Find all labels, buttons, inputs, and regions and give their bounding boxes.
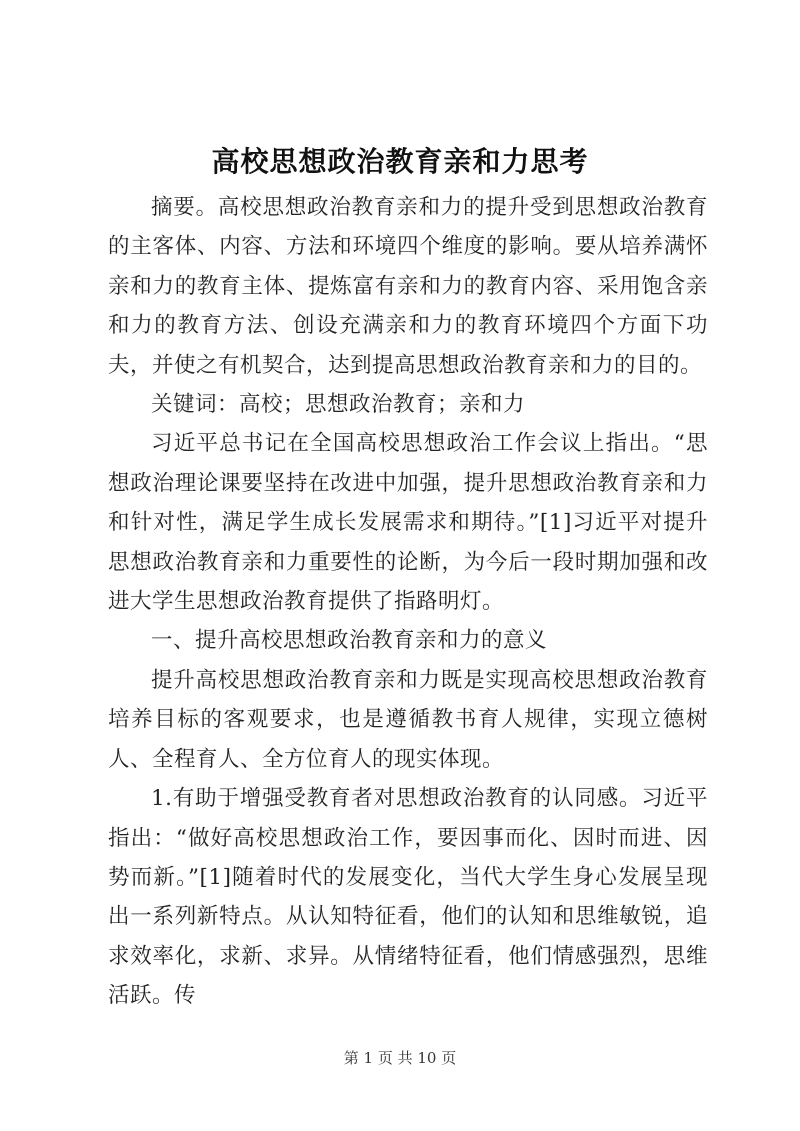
document-body <box>108 188 708 1016</box>
intro-paragraph: 习近平总书记在全国高校思想政治工作会议上指出。“思想政治理论课要坚持在改进中加强，提升思想政治教育亲和力和针对性，满足学生成长发展需求和期待。”[1]习近平对提升思想政治教育亲和力重要性的论断，为今后一段时期加强和改进大学生思想政治教育提供了指路明灯。 <box>108 431 708 615</box>
subsection-paragraph: 1.有助于增强受教育者对思想政治教育的认同感。习近平指出：“做好高校思想政治工作，要因事而化、因时而进、因势而新。”[1]随着时代的发展变化，当代大学生身心发展呈现出一系列新特点。从认知特征看，他们的认知和思维敏锐，追求效率化，求新、求异。从情绪特征看，他们情感强烈，思维活跃。传 <box>108 786 708 1009</box>
keywords-paragraph: 关键词：高校；思想政治教育；亲和力 <box>151 392 526 418</box>
section-paragraph: 提升高校思想政治教育亲和力既是实现高校思想政治教育培养目标的客观要求，也是遵循教书育人规律，实现立德树人、全程育人、全方位育人的现实体现。 <box>108 667 708 772</box>
abstract-paragraph: 摘要。高校思想政治教育亲和力的提升受到思想政治教育的主客体、内容、方法和环境四个维度的影响。要从培养满怀亲和力的教育主体、提炼富有亲和力的教育内容、采用饱含亲和力的教育方法、创设充满亲和力的教育环境四个方面下功夫，并使之有机契合，达到提高思想政治教育亲和力的目的。 <box>108 195 708 378</box>
document-title: 高校思想政治教育亲和力思考 <box>211 145 589 178</box>
page-number: 第 1 页 共 10 页 <box>343 1049 457 1067</box>
section-heading: 一、提升高校思想政治教育亲和力的意义 <box>151 628 548 654</box>
